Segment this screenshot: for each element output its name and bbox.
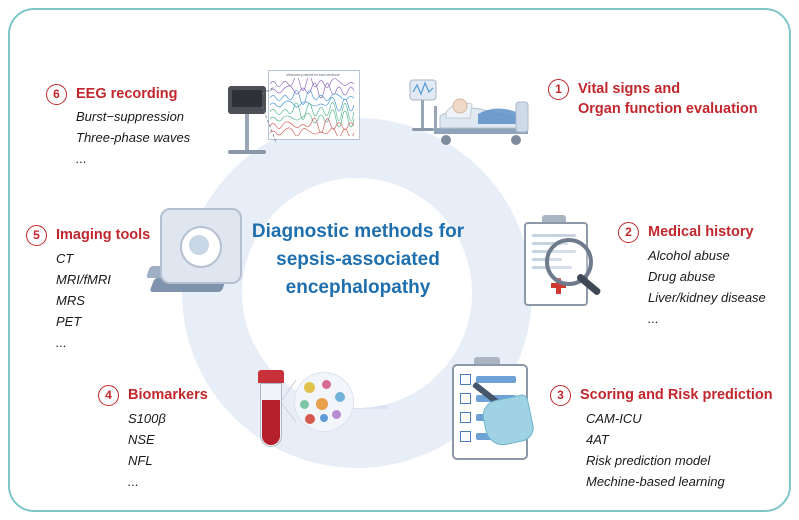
section-5-item-2: MRI/fMRI (56, 272, 111, 287)
section-heading-4: Biomarkers (128, 387, 208, 403)
section-3-item-2: 4AT (586, 432, 609, 447)
checklist-checkbox-3 (460, 412, 471, 423)
checklist-checkbox-4 (460, 431, 471, 442)
section-items-5 (56, 248, 111, 353)
blood-tube-fill (262, 400, 280, 445)
checklist-checkbox-1 (460, 374, 471, 385)
section-badge-1: 1 (548, 79, 569, 100)
section-4-item-2: NSE (128, 432, 155, 447)
section-3-item-4: Mechine-based learning (586, 474, 725, 489)
eeg-monitor-screen (232, 90, 262, 107)
cell-dot (316, 398, 328, 410)
section-1-heading-line-2: Organ function evaluation (578, 101, 758, 117)
section-2-item-2: Drug abuse (648, 269, 716, 284)
section-4-item-1: S100β (128, 411, 166, 426)
eeg-connector-lines (260, 84, 278, 148)
eeg-monitor-base (228, 150, 266, 154)
section-badge-2: 2 (618, 222, 639, 243)
cell-dot (305, 414, 315, 424)
section-5-item-1: CT (56, 251, 74, 266)
cell-dot (335, 392, 345, 402)
section-2-item-4: ... (648, 311, 659, 326)
section-5-item-4: PET (56, 314, 82, 329)
figure-title-line-3: encephalopathy (285, 277, 431, 298)
section-heading-2: Medical history (648, 224, 754, 240)
cell-dot (304, 382, 315, 393)
section-2-item-3: Liver/kidney disease (648, 290, 766, 305)
tube-to-cells-connector (280, 372, 300, 430)
section-heading-6: EEG recording (76, 86, 178, 102)
figure-title (248, 218, 468, 302)
section-items-2 (648, 245, 766, 329)
section-heading-3: Scoring and Risk prediction (580, 387, 773, 403)
mri-scanner-bore-inner (189, 235, 209, 255)
section-badge-6: 6 (46, 84, 67, 105)
section-1-heading-line-1: Vital signs and (578, 81, 681, 97)
cell-dot (320, 414, 328, 422)
eeg-waveforms (270, 78, 358, 136)
section-heading-5: Imaging tools (56, 227, 151, 243)
section-heading-1 (578, 79, 758, 119)
figure-title-line-1: Diagnostic methods for (251, 221, 465, 242)
section-4-item-3: NFL (128, 453, 153, 468)
section-badge-3: 3 (550, 385, 571, 406)
section-badge-4: 4 (98, 385, 119, 406)
section-5-item-5: ... (56, 335, 67, 350)
section-6-item-2: Three-phase waves (76, 130, 191, 145)
cell-dot (332, 410, 341, 419)
eeg-screen-caption: Measured potential for each electrode (286, 73, 340, 77)
section-items-4 (128, 408, 166, 492)
section-6-item-1: Burst−suppression (76, 109, 185, 124)
section-badge-5: 5 (26, 225, 47, 246)
cell-dot (322, 380, 331, 389)
section-6-item-3: ... (76, 151, 87, 166)
checklist-checkbox-2 (460, 393, 471, 404)
section-items-6 (76, 106, 190, 169)
section-2-item-1: Alcohol abuse (648, 248, 730, 263)
section-items-3 (586, 408, 725, 492)
clipboard-line-1 (532, 234, 576, 237)
section-3-item-3: Risk prediction model (586, 453, 711, 468)
eeg-monitor-stand (245, 114, 249, 150)
section-3-item-1: CAM-ICU (586, 411, 642, 426)
section-5-item-3: MRS (56, 293, 85, 308)
checklist-bar-1 (476, 376, 516, 383)
section-4-item-4: ... (128, 474, 139, 489)
hospital-bed-illustration (404, 76, 536, 154)
figure-title-line-2: sepsis-associated (276, 249, 440, 270)
cell-dot (300, 400, 309, 409)
